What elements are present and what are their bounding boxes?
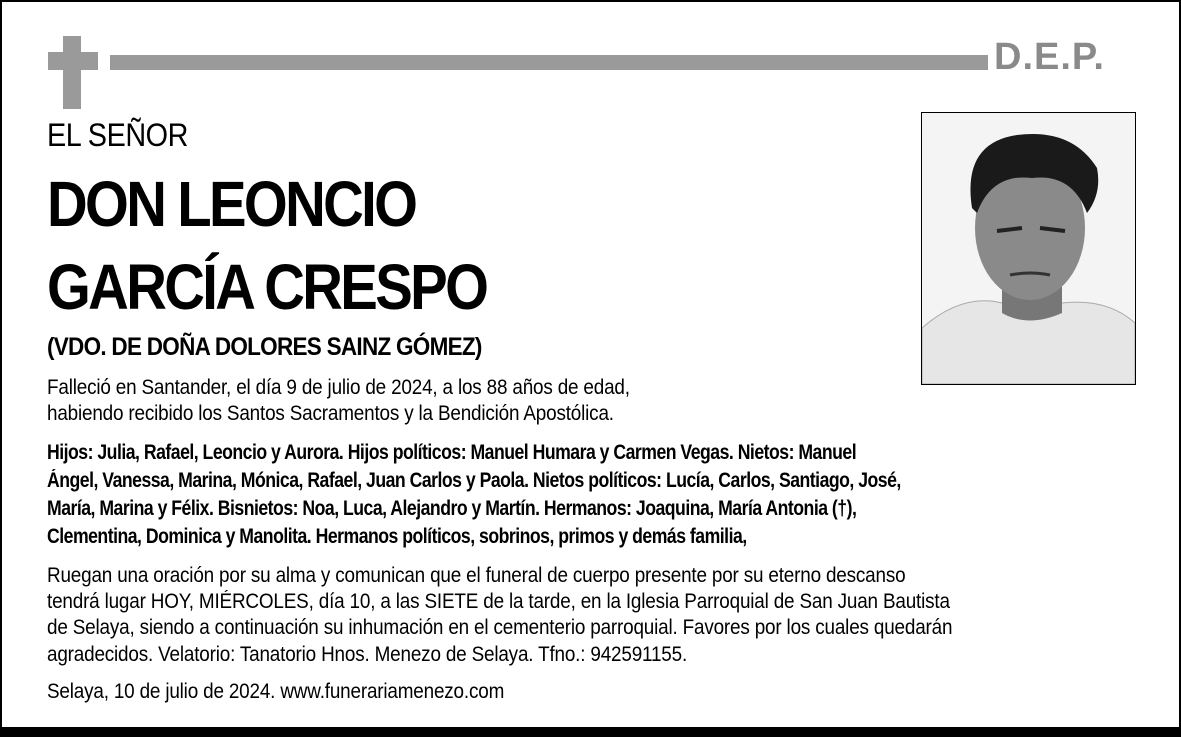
bottom-border [0, 727, 1181, 737]
family-line: Hijos: Julia, Rafael, Leoncio y Aurora. Hijos políticos: Manuel Humara y Carmen Vegas. Nietos: Manuel [47, 441, 857, 464]
website-link[interactable]: www.funerariamenezo.com [280, 680, 505, 703]
funeral-line: agradecidos. Velatorio: Tanatorio Hnos. Menezo de Selaya. Tfno.: 942591155. [47, 643, 688, 666]
header-rule [110, 55, 988, 70]
funeral-line: tendrá lugar HOY, MIÉRCOLES, día 10, a las SIETE de la tarde, en la Iglesia Parroquial de San Juan Bautista [47, 590, 950, 613]
title-prefix: EL SEÑOR [47, 117, 188, 153]
death-notice-line: habiendo recibido los Santos Sacramentos y la Bendición Apostólica. [47, 402, 614, 425]
cross-icon [63, 36, 81, 109]
footer [47, 680, 504, 704]
family-line: Clementina, Dominica y Manolita. Hermanos políticos, sobrinos, primos y demás familia, [47, 525, 747, 548]
place-date: Selaya, 10 de julio de 2024. [47, 680, 276, 703]
death-notice-line: Falleció en Santander, el día 9 de julio de 2024, a los 88 años de edad, [47, 376, 630, 399]
widower-of: (VDO. DE DOÑA DOLORES SAINZ GÓMEZ) [47, 333, 482, 361]
dep-label: D.E.P. [994, 36, 1105, 78]
deceased-photo [921, 112, 1136, 385]
cross-icon-arm [48, 52, 98, 70]
funeral-line: de Selaya, siendo a continuación su inhumación en el cementerio parroquial. Favores por los cuales quedarán [47, 616, 953, 639]
family-line: María, Marina y Félix. Bisnietos: Noa, Luca, Alejandro y Martín. Hermanos: Joaquina, María Antonia (†), [47, 497, 857, 520]
funeral-line: Ruegan una oración por su alma y comunican que el funeral de cuerpo presente por su eterno descanso [47, 564, 906, 587]
deceased-name-line-1: DON LEONCIO [47, 168, 416, 240]
deceased-name-line-2: GARCÍA CRESPO [47, 251, 487, 323]
family-line: Ángel, Vanessa, Marina, Mónica, Rafael, Juan Carlos y Paola. Nietos políticos: Lucía, Carlos, Santiago, José, [47, 469, 901, 492]
